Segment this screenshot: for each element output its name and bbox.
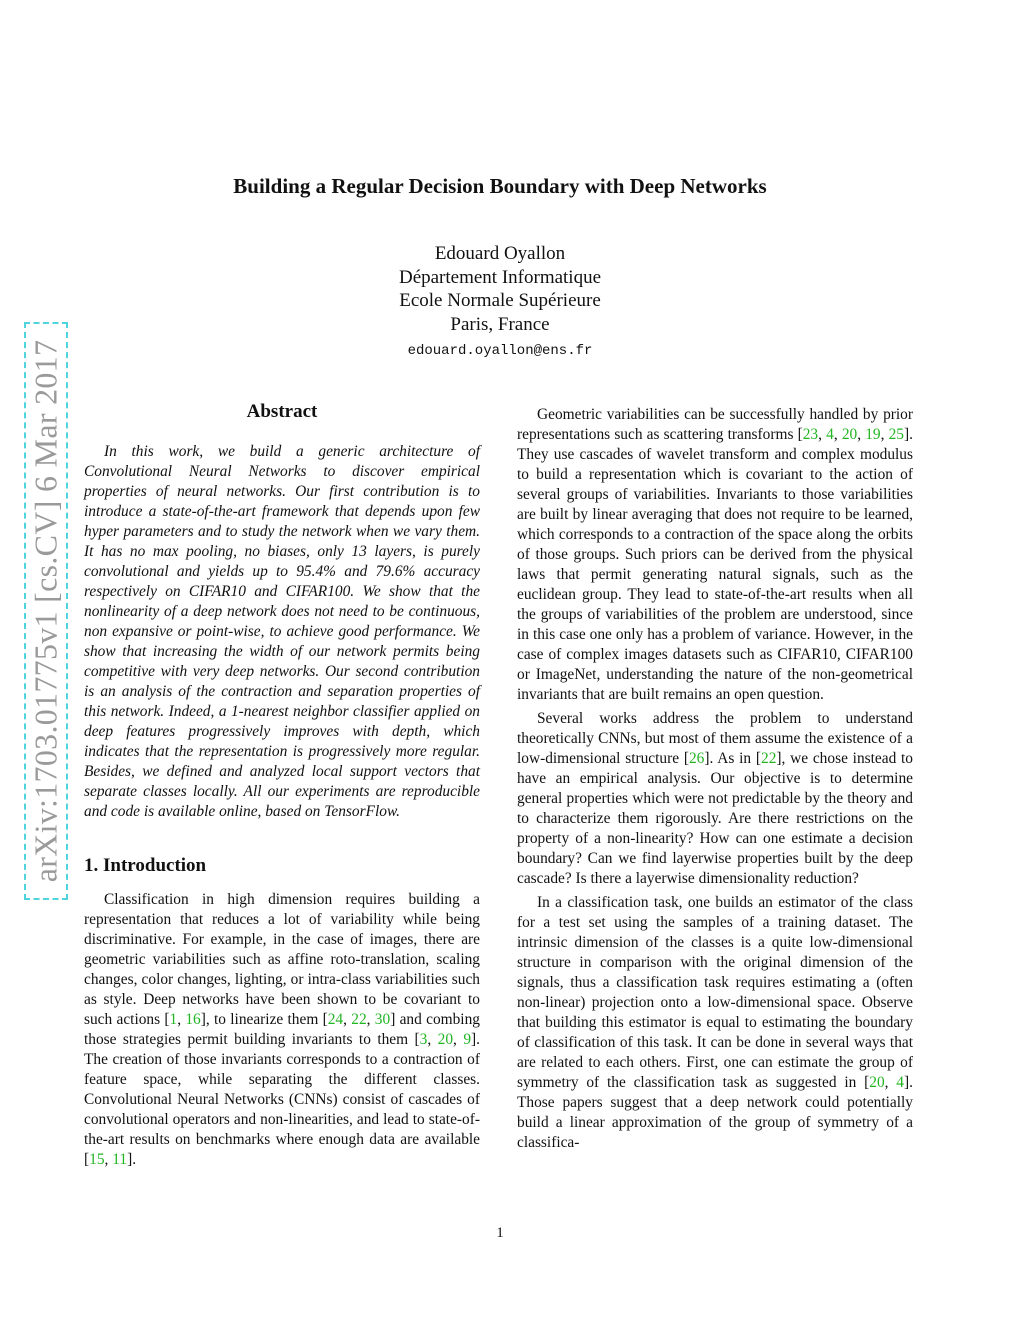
citation-link[interactable]: 15: [89, 1151, 105, 1168]
author-department: Département Informatique: [398, 266, 602, 288]
author-block: [0, 242, 1000, 364]
citation-link[interactable]: 4: [896, 1074, 904, 1091]
author-name: Edouard Oyallon: [434, 243, 566, 264]
citation-link[interactable]: 19: [865, 426, 881, 443]
left-column: [84, 402, 480, 1170]
citation-link[interactable]: 20: [841, 426, 858, 443]
author-location: Paris, France: [450, 313, 550, 335]
intro-paragraph-4: In a classification task, one builds an estimator of the class for a test set using the samples of a training dataset. The intrinsic dimension of the classes is a quite low-dimensional structure in comparison with the original dimension of the signals, thus a classification task requires estimating a (often non-linear) projection onto a low-dimensional space. Observe that building this estimator is equal to estimating the boundary of classification of this task. It can be done in several ways that are related to each others. First, one can estimate the group of symmetry of the classification task as suggested in [20, 4]. Those papers suggest that a deep network could potentially build a linear approximation of the group of symmetry of a classifica-: [517, 894, 913, 1151]
citation-link[interactable]: 1: [169, 1011, 178, 1028]
author-email: edouard.oyallon@ens.fr: [407, 343, 593, 359]
intro-paragraph-2: Geometric variabilities can be successfully handled by prior representations such as scattering transforms [23, 4, 20, 19, 25]. They use cascades of wavelet transform and complex modulus to build a representation which is covariant to the action of several groups of variabilities. Invariants to those variabilities are built by linear averaging that does not require to be learned, which corresponds to a contraction of the space along the orbits of those groups. Such priors can be derived from the physical laws that permit generating natural signals, such as the euclidean group. They lead to state-of-the-art results when all the groups of variabilities of the problem are understood, since in this case one only has a problem of variance. However, in the case of complex images datasets such as CIFAR10, CIFAR100 or ImageNet, understanding the nature of the non-geometrical invariants that are built remains an open question.: [517, 406, 913, 703]
arxiv-identifier-text: arXiv:1703.01775v1 [cs.CV] 6 Mar 2017: [27, 339, 64, 883]
citation-link[interactable]: 20: [437, 1031, 454, 1048]
author-institution: Ecole Normale Supérieure: [399, 290, 601, 311]
citation-link[interactable]: 26: [688, 750, 705, 767]
citation-link[interactable]: 30: [374, 1011, 391, 1028]
right-column: [517, 405, 913, 1153]
citation-link[interactable]: 25: [888, 426, 904, 443]
citation-link[interactable]: 11: [112, 1151, 128, 1168]
citation-link[interactable]: 20: [869, 1074, 885, 1091]
citation-link[interactable]: 22: [761, 750, 777, 767]
abstract-heading: Abstract: [246, 401, 318, 422]
abstract-text: In this work, we build a generic architecture of Convolutional Neural Networks to discover empirical properties of neural networks. Our first contribution is to introduce a state-of-the-art framework that depends upon few hyper parameters and to study the network when we vary them. It has no max pooling, no biases, only 13 layers, is purely convolutional and yields up to 95.4% and 79.6% accuracy respectively on CIFAR10 and CIFAR100. We show that the nonlinearity of a deep network does not need to be continuous, non expansive or point-wise, to achieve good performance. We show that increasing the width of our network permits being competitive with very deep networks. Our second contribution is an analysis of the contraction and separation properties of this network. Indeed, a 1-nearest neighbor classifier applied on deep features progressively improves with depth, which indicates that the representation is progressively more regular. Besides, we defined and analyzed local support vectors that separate classes locally. All our experiments are reproducible and code is available online, based on TensorFlow.: [84, 443, 480, 820]
intro-paragraph-3: Several works address the problem to understand theoretically CNNs, but most of them assume the existence of a low-dimensional structure [26]. As in [22], we chose instead to have an empirical analysis. Our objective is to determine general properties which were not predictable by the theory and to characterize them rigorously. Are there restrictions on the property of a non-linearity? How can one estimate a decision boundary? Can we find layerwise properties built by the deep cascade? Is there a layerwise dimensionality reduction?: [517, 710, 914, 887]
citation-link[interactable]: 16: [185, 1011, 201, 1028]
citation-link[interactable]: 23: [802, 426, 819, 443]
citation-link[interactable]: 22: [351, 1011, 367, 1028]
intro-paragraph-1: Classification in high dimension requires building a representation that reduces a lot of variability while being discriminative. For example, in the case of images, there are geometric variabilities such as affine roto-translation, scaling changes, color changes, lighting, or intra-class variabilities such as style. Deep networks have been shown to be covariant to such actions [1, 16], to linearize them [24, 22, 30] and combing those strategies permit building invariants to them [3, 20, 9]. The creation of those invariants corresponds to a contraction of feature space, while separating the different classes. Convolutional Neural Networks (CNNs) consist of cascades of convolutional operators and non-linearities, and lead to state-of-the-art results on benchmarks where enough data are available [15, 11].: [84, 891, 480, 1168]
page-number: 1: [496, 1225, 504, 1241]
citation-link[interactable]: 3: [419, 1031, 428, 1048]
paper-title: Building a Regular Decision Boundary with Deep Networks: [233, 174, 767, 198]
citation-link[interactable]: 24: [327, 1011, 344, 1028]
arxiv-identifier-stamp: [24, 322, 68, 900]
citation-link[interactable]: 4: [826, 426, 834, 443]
introduction-heading: 1. Introduction: [84, 855, 207, 876]
citation-link[interactable]: 9: [463, 1031, 472, 1048]
